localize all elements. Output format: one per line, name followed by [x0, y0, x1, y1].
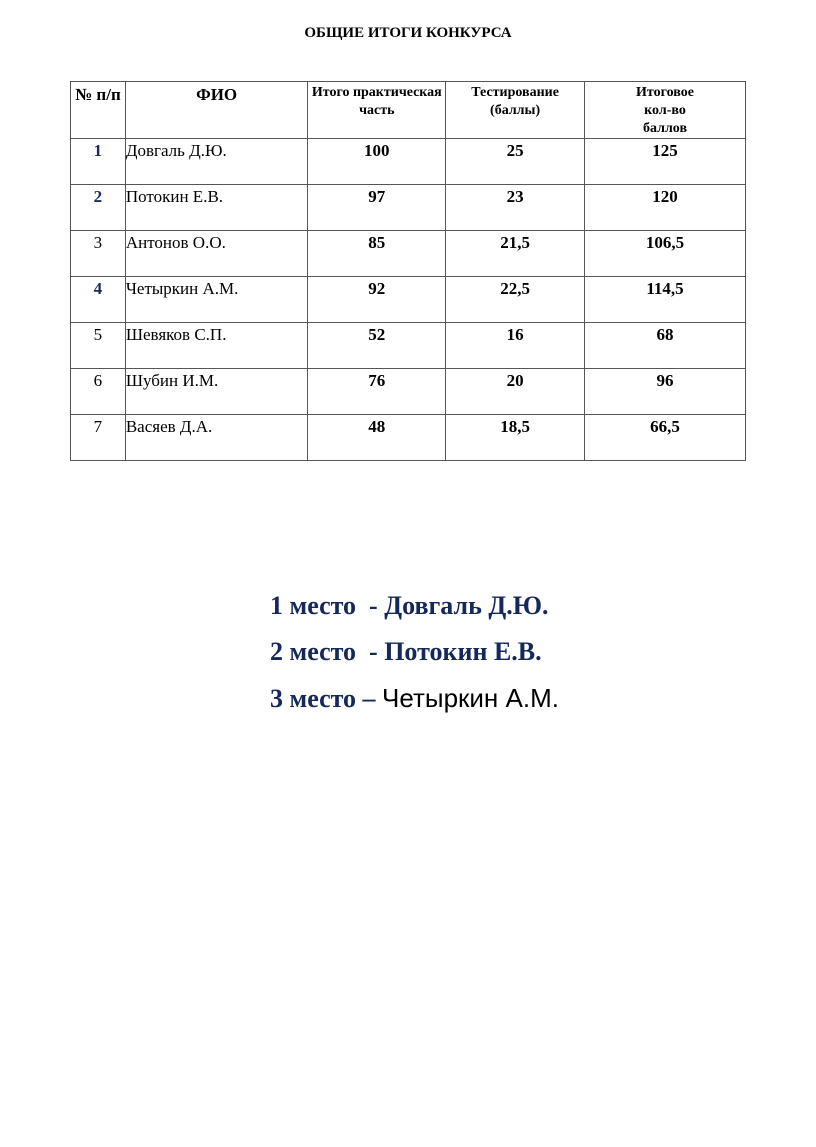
row-name: Васяев Д.А.: [125, 415, 308, 461]
row-practice: 92: [308, 277, 446, 323]
row-number: 6: [71, 369, 126, 415]
row-number: 5: [71, 323, 126, 369]
place-label: 1 место -: [270, 591, 385, 620]
row-total: 125: [585, 139, 746, 185]
place-1: [270, 583, 559, 629]
place-3: [270, 675, 559, 722]
table-row: [71, 185, 746, 231]
header-name: ФИО: [125, 82, 308, 139]
winners-list: [270, 583, 559, 722]
row-name: Шевяков С.П.: [125, 323, 308, 369]
row-name: Довгаль Д.Ю.: [125, 139, 308, 185]
place-label: 2 место -: [270, 637, 385, 666]
row-total: 96: [585, 369, 746, 415]
row-practice: 97: [308, 185, 446, 231]
row-practice: 48: [308, 415, 446, 461]
row-test: 16: [446, 323, 585, 369]
row-name: Шубин И.М.: [125, 369, 308, 415]
place-name: Потокин Е.В.: [384, 637, 542, 666]
row-number: 2: [71, 185, 126, 231]
header-number: № п/п: [71, 82, 126, 139]
place-name: Четыркин А.М.: [382, 683, 559, 713]
row-test: 20: [446, 369, 585, 415]
row-test: 18,5: [446, 415, 585, 461]
header-practice: Итого практическая часть: [308, 82, 446, 139]
table-row: [71, 277, 746, 323]
row-number: 4: [71, 277, 126, 323]
row-total: 68: [585, 323, 746, 369]
table-row: [71, 415, 746, 461]
row-name: Четыркин А.М.: [125, 277, 308, 323]
document-title: ОБЩИЕ ИТОГИ КОНКУРСА: [304, 25, 512, 41]
row-practice: 100: [308, 139, 446, 185]
row-test: 25: [446, 139, 585, 185]
place-2: [270, 629, 559, 675]
row-test: 23: [446, 185, 585, 231]
header-test: Тестирование (баллы): [446, 82, 585, 139]
results-table: [70, 81, 746, 461]
row-test: 22,5: [446, 277, 585, 323]
table-row: [71, 139, 746, 185]
row-number: 1: [71, 139, 126, 185]
table-header-row: [71, 82, 746, 139]
place-name: Довгаль Д.Ю.: [384, 591, 549, 620]
row-total: 120: [585, 185, 746, 231]
row-number: 3: [71, 231, 126, 277]
row-number: 7: [71, 415, 126, 461]
row-name: Антонов О.О.: [125, 231, 308, 277]
row-name: Потокин Е.В.: [125, 185, 308, 231]
row-practice: 76: [308, 369, 446, 415]
row-total: 66,5: [585, 415, 746, 461]
row-total: 114,5: [585, 277, 746, 323]
place-label: 3 место –: [270, 684, 383, 713]
row-test: 21,5: [446, 231, 585, 277]
header-total: Итоговое кол-во баллов: [585, 82, 746, 139]
row-practice: 52: [308, 323, 446, 369]
row-practice: 85: [308, 231, 446, 277]
table-row: [71, 323, 746, 369]
row-total: 106,5: [585, 231, 746, 277]
table-row: [71, 231, 746, 277]
table-row: [71, 369, 746, 415]
